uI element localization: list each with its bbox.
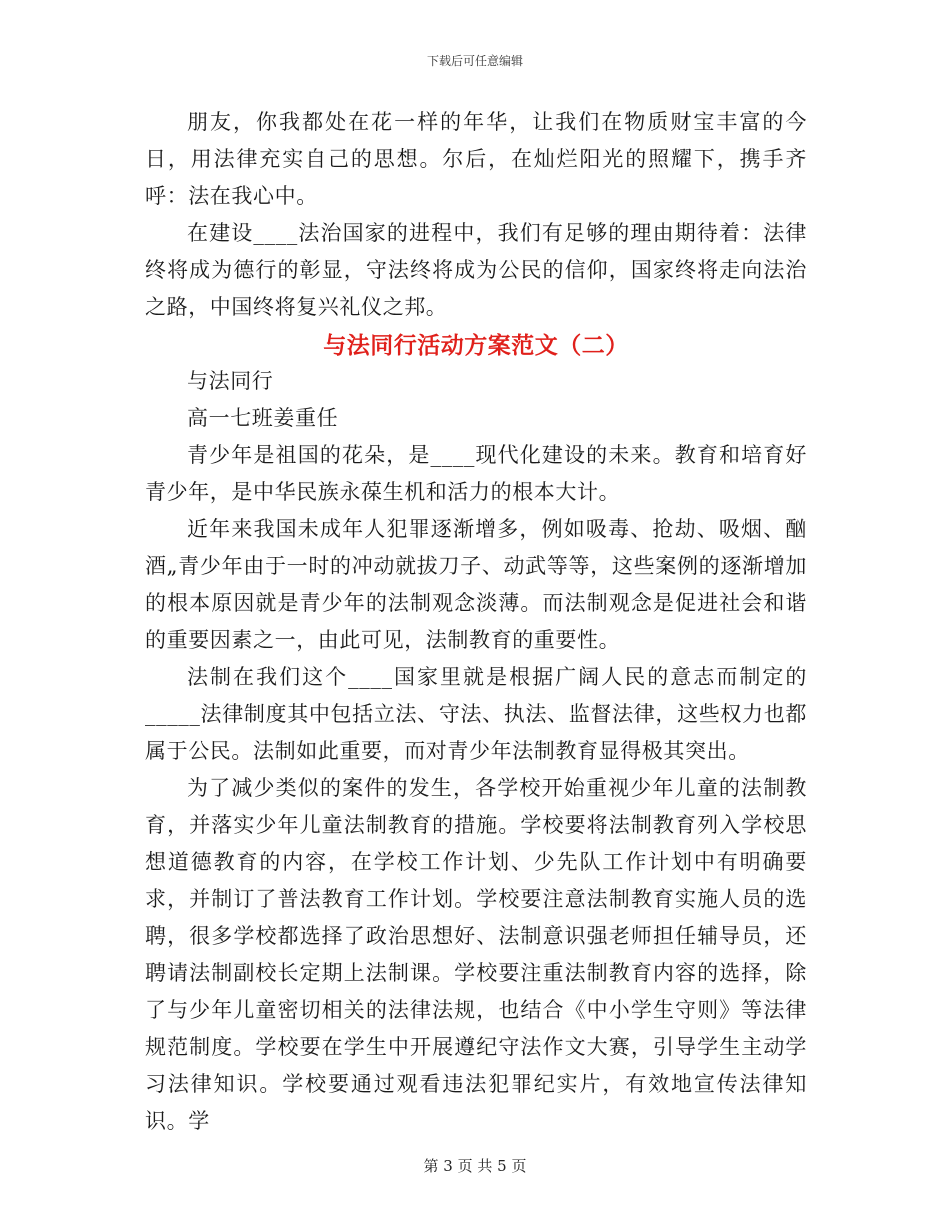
author-line: 高一七班姜重任 bbox=[187, 406, 339, 430]
paragraph: 法制在我们这个____国家里就是根据广阔人民的意志而制定的_____法律制度其中包括立法、守法、执法、监督法律，这些权力也都属于公民。法制如此重要，而对青少年法制教育显得极其突出。 bbox=[145, 665, 807, 763]
document-body bbox=[145, 104, 807, 1140]
paragraph: 在建设____法治国家的进程中，我们有足够的理由期待着：法律终将成为德行的彰显，守法终将成为公民的信仰，国家终将走向法治之路，中国终将复兴礼仪之邦。 bbox=[145, 221, 807, 319]
paragraph: 近年来我国未成年人犯罪逐渐增多，例如吸毒、抢劫、吸烟、酗酒„青少年由于一时的冲动就拔刀子、动武等等，这些案例的逐渐增加的根本原因就是青少年的法制观念淡薄。而法制观念是促进社会和谐的重要因素之一，由此可见，法制教育的重要性。 bbox=[145, 517, 807, 652]
page-header: 下载后可任意编辑 bbox=[426, 54, 523, 68]
paragraph: 为了减少类似的案件的发生，各学校开始重视少年儿童的法制教育，并落实少年儿童法制教育的措施。学校要将法制教育列入学校思想道德教育的内容，在学校工作计划、少先队工作计划中有明确要求，并制订了普法教育工作计划。学校要注意法制教育实施人员的选聘，很多学校都选择了政治思想好、法制意识强老师担任辅导员，还聘请法制副校长定期上法制课。学校要注重法制教育内容的选择，除了与少年儿童密切相关的法律法规，也结合《中小学生守则》等法律规范制度。学校要在学生中开展遵纪守法作文大赛，引导学生主动学习法律知识。学校要通过观看违法犯罪纪实片，有效地宣传法律知识。学 bbox=[145, 776, 807, 1133]
page-footer: 第 3 页 共 5 页 bbox=[423, 1157, 527, 1175]
section-title: 与法同行活动方案范文（二） bbox=[323, 333, 629, 359]
section-subtitle: 与法同行 bbox=[187, 369, 274, 393]
paragraph: 朋友，你我都处在花一样的年华，让我们在物质财宝丰富的今日，用法律充实自己的思想。尔后，在灿烂阳光的照耀下，携手齐呼：法在我心中。 bbox=[145, 110, 807, 208]
paragraph: 青少年是祖国的花朵，是____现代化建设的未来。教育和培育好青少年，是中华民族永葆生机和活力的根本大计。 bbox=[145, 443, 807, 504]
